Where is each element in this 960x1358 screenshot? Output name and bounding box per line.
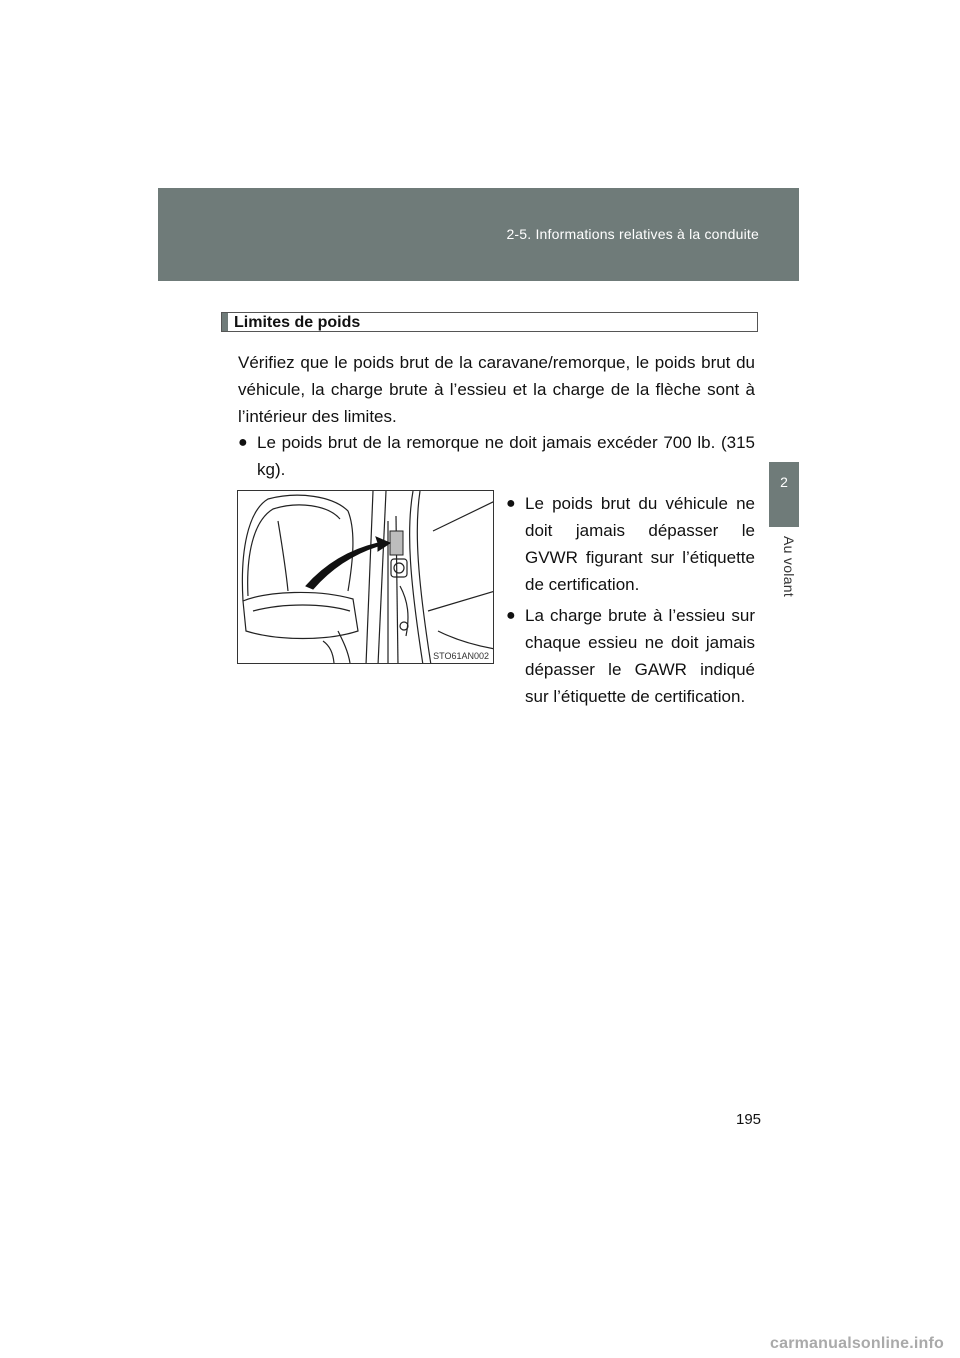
section-header xyxy=(221,312,758,332)
intro-paragraph: Vérifiez que le poids brut de la caravane/remorque, le poids brut du véhicule, la charge brute à l’essieu et la charge de la flèche sont à l’intérieur des limites. xyxy=(238,353,755,426)
chapter-tab xyxy=(769,462,799,527)
chapter-tab-number: 2 xyxy=(780,474,788,490)
bullet-text: Le poids brut de la remorque ne doit jamais excéder 700 lb. (315 kg). xyxy=(257,433,755,479)
certification-label-marker xyxy=(390,531,403,555)
bullet-icon: ● xyxy=(506,495,516,512)
page-number: 195 xyxy=(736,1111,762,1128)
figure-code: STO61AN002 xyxy=(433,651,489,661)
bullet-item xyxy=(238,429,755,483)
chapter-breadcrumb: 2-5. Informations relatives à la conduite xyxy=(506,226,759,242)
bullet-icon: ● xyxy=(238,434,248,451)
bullet-text: La charge brute à l’essieu sur chaque essieu ne doit jamais dépasser le GAWR indiqué sur l’étiquette de certification. xyxy=(525,606,755,706)
section-header-accent xyxy=(222,313,228,331)
header-band xyxy=(158,188,799,281)
bullet-item xyxy=(506,602,755,710)
certification-label-illustration xyxy=(237,490,494,664)
door-pillar-drawing xyxy=(238,491,494,664)
chapter-tab-label: Au volant xyxy=(781,536,797,598)
bullet-text: Le poids brut du véhicule ne doit jamais dépasser le GVWR figurant sur l’étiquette de certification. xyxy=(525,494,755,594)
arrow-icon xyxy=(306,537,390,589)
section-title: Limites de poids xyxy=(234,314,361,331)
bullet-icon: ● xyxy=(506,607,516,624)
bullet-item xyxy=(506,490,755,598)
watermark: carmanualsonline.info xyxy=(770,1335,945,1352)
